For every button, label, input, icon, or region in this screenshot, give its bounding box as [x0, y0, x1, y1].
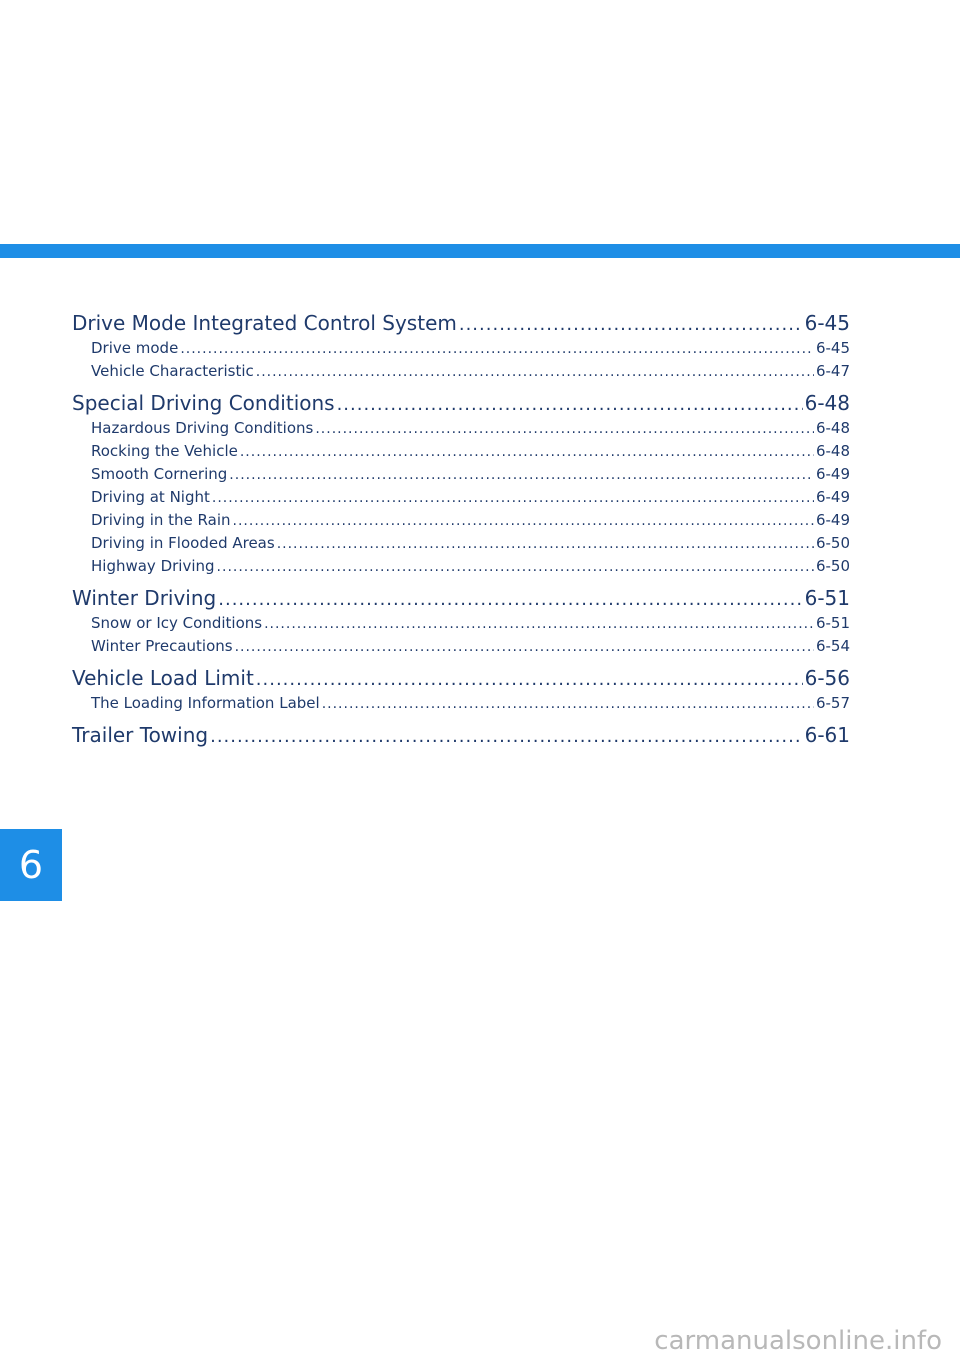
dot-leader: [229, 465, 814, 483]
dot-leader: [210, 723, 803, 747]
dot-leader: [235, 637, 814, 655]
toc-section[interactable]: [72, 308, 850, 336]
toc-page-number: 6-56: [804, 666, 850, 690]
toc-page-number: 6-49: [815, 510, 850, 529]
toc-page-number: 6-47: [815, 361, 850, 380]
dot-leader: [315, 419, 814, 437]
toc-entry[interactable]: [72, 531, 850, 554]
toc-section[interactable]: [72, 714, 850, 748]
toc-page-number: 6-51: [815, 613, 850, 632]
toc-page-number: 6-45: [804, 311, 850, 335]
toc-section-title: Winter Driving: [72, 586, 217, 610]
toc-entry-title: Driving at Night: [91, 487, 210, 506]
toc-section-title: Drive Mode Integrated Control System: [72, 311, 457, 335]
toc-entry[interactable]: [72, 336, 850, 359]
toc-entry[interactable]: [72, 508, 850, 531]
dot-leader: [459, 311, 803, 335]
toc-page-number: 6-50: [815, 533, 850, 552]
toc-entry[interactable]: [72, 439, 850, 462]
toc-section-title: Special Driving Conditions: [72, 391, 335, 415]
toc-entry-title: Driving in the Rain: [91, 510, 231, 529]
toc-entry-title: Drive mode: [91, 338, 179, 357]
table-of-contents: [72, 308, 850, 748]
toc-entry-title: Winter Precautions: [91, 636, 233, 655]
toc-entry[interactable]: [72, 634, 850, 657]
dot-leader: [264, 614, 814, 632]
toc-page-number: 6-48: [804, 391, 850, 415]
dot-leader: [218, 586, 802, 610]
toc-entry-title: Snow or Icy Conditions: [91, 613, 263, 632]
dot-leader: [322, 694, 814, 712]
toc-entry-title: Rocking the Vehicle: [91, 441, 238, 460]
chapter-header-bar: [0, 244, 960, 258]
toc-page-number: 6-54: [815, 636, 850, 655]
dot-leader: [240, 442, 814, 460]
toc-entry-title: Highway Driving: [91, 556, 215, 575]
toc-entry[interactable]: [72, 462, 850, 485]
toc-page-number: 6-48: [815, 441, 850, 460]
toc-entry[interactable]: [72, 691, 850, 714]
toc-page-number: 6-51: [804, 586, 850, 610]
toc-page-number: 6-57: [815, 693, 850, 712]
toc-section[interactable]: [72, 382, 850, 416]
toc-section[interactable]: [72, 657, 850, 691]
toc-entry[interactable]: [72, 359, 850, 382]
dot-leader: [256, 666, 803, 690]
toc-entry[interactable]: [72, 485, 850, 508]
dot-leader: [256, 362, 814, 380]
toc-page-number: 6-45: [815, 338, 850, 357]
dot-leader: [233, 511, 814, 529]
chapter-tab: 6: [0, 829, 62, 901]
toc-page-number: 6-48: [815, 418, 850, 437]
toc-page-number: 6-49: [815, 464, 850, 483]
dot-leader: [277, 534, 814, 552]
toc-entry[interactable]: [72, 554, 850, 577]
toc-page-number: 6-49: [815, 487, 850, 506]
toc-entry-title: Hazardous Driving Conditions: [91, 418, 314, 437]
dot-leader: [180, 339, 814, 357]
dot-leader: [212, 488, 814, 506]
toc-entry[interactable]: [72, 611, 850, 634]
toc-page-number: 6-61: [804, 723, 850, 747]
footer-watermark: carmanualsonline.info: [654, 1326, 942, 1356]
toc-section-title: Trailer Towing: [72, 723, 209, 747]
toc-entry-title: The Loading Information Label: [91, 693, 320, 712]
toc-entry-title: Vehicle Characteristic: [91, 361, 254, 380]
toc-page-number: 6-50: [815, 556, 850, 575]
dot-leader: [337, 391, 803, 415]
dot-leader: [217, 557, 814, 575]
toc-entry-title: Smooth Cornering: [91, 464, 228, 483]
toc-section-title: Vehicle Load Limit: [72, 666, 254, 690]
toc-section[interactable]: [72, 577, 850, 611]
toc-entry[interactable]: [72, 416, 850, 439]
toc-entry-title: Driving in Flooded Areas: [91, 533, 275, 552]
